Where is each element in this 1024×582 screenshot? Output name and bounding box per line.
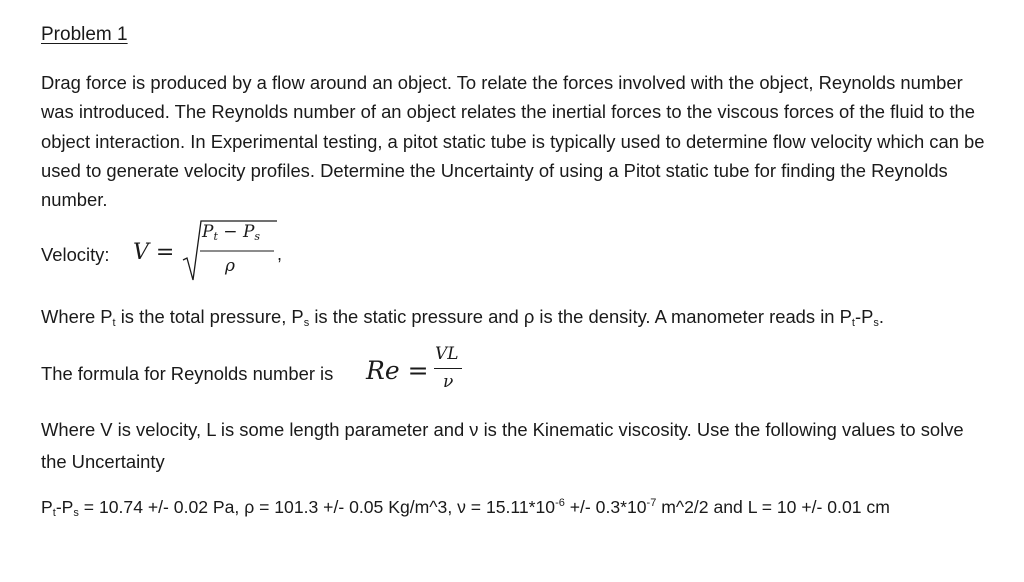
pressure-definition-line: Where $P_t$ is the total pressure, $P_s$ is the static pressure and ρ is the density. A manometer reads in $P_t-P_s$. bbox=[41, 306, 884, 329]
velocity-equation bbox=[41, 218, 441, 288]
intro-paragraph: Drag force is produced by a flow around an object. To relate the forces involved with the object, Reynolds number was introduced. The Reynolds number of an object relates the inertial forces to the viscous forces of the fluid to the object interaction. In Experimental testing, a pitot static tube is typically used to determine flow velocity which can be used to generate velocity profiles. Determine the Uncertainty of using a Pitot static tube for finding the Reynolds number. bbox=[41, 72, 985, 211]
velocity-lhs: V = bbox=[133, 240, 175, 265]
reynolds-equation bbox=[41, 344, 641, 404]
reynolds-label: The formula for Reynolds number is bbox=[41, 363, 334, 384]
reynolds-numerator: VL bbox=[435, 344, 459, 364]
given-values: $P_t-P_s = 10.74$ +/- 0.02 Pa, ρ = 101.3 +/- 0.05 Kg/m^3, $\nu = 15.11*10^{-6}$ +/- $0.3*10^{-7}$ m^2/2 and L = 10 +/- 0.01 cm bbox=[41, 497, 890, 519]
velocity-label: Velocity: bbox=[41, 244, 110, 265]
velocity-numerator: $P_t - P_s$ bbox=[202, 222, 261, 243]
variables-paragraph: Where V is velocity, L is some length parameter and ν is the Kinematic viscosity. Use the following values to solve the Uncertainty bbox=[41, 419, 964, 472]
velocity-denominator: ρ bbox=[225, 256, 235, 276]
reynolds-lhs: Re = bbox=[366, 356, 429, 385]
reynolds-fraction-bar bbox=[434, 368, 462, 369]
problem-document bbox=[41, 22, 991, 519]
velocity-comma: , bbox=[277, 244, 283, 264]
problem-title: Problem 1 bbox=[41, 24, 128, 45]
reynolds-denominator: ν bbox=[443, 372, 454, 392]
